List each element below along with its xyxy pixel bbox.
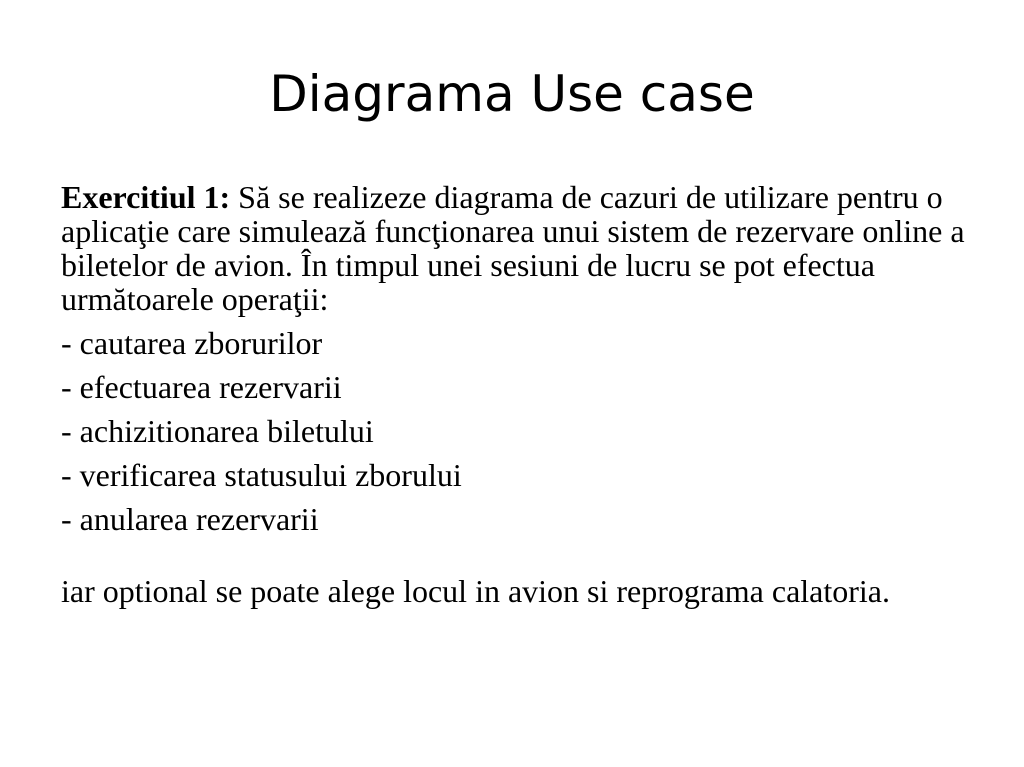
exercise-label: Exercitiul 1: bbox=[61, 179, 231, 215]
exercise-text: Să se realizeze diagrama de cazuri de utilizare pentru o aplicaţie care simulează funcţionarea unui sistem de rezervare online a biletelor de avion. În timpul unei sesiuni de lucru se pot efectua următoarele operaţii: bbox=[61, 179, 965, 317]
slide-body bbox=[61, 180, 971, 608]
list-item: - verificarea statusului zborului bbox=[61, 457, 462, 493]
list-item: - cautarea zborurilor bbox=[61, 325, 323, 361]
list-item: - efectuarea rezervarii bbox=[61, 369, 342, 405]
optional-note: iar optional se poate alege locul in avion si reprograma calatoria. bbox=[61, 573, 890, 609]
slide-title: Diagrama Use case bbox=[269, 65, 755, 123]
list-item: - achizitionarea biletului bbox=[61, 413, 374, 449]
operations-list bbox=[61, 326, 971, 536]
exercise-paragraph bbox=[61, 180, 971, 316]
list-item: - anularea rezervarii bbox=[61, 501, 319, 537]
